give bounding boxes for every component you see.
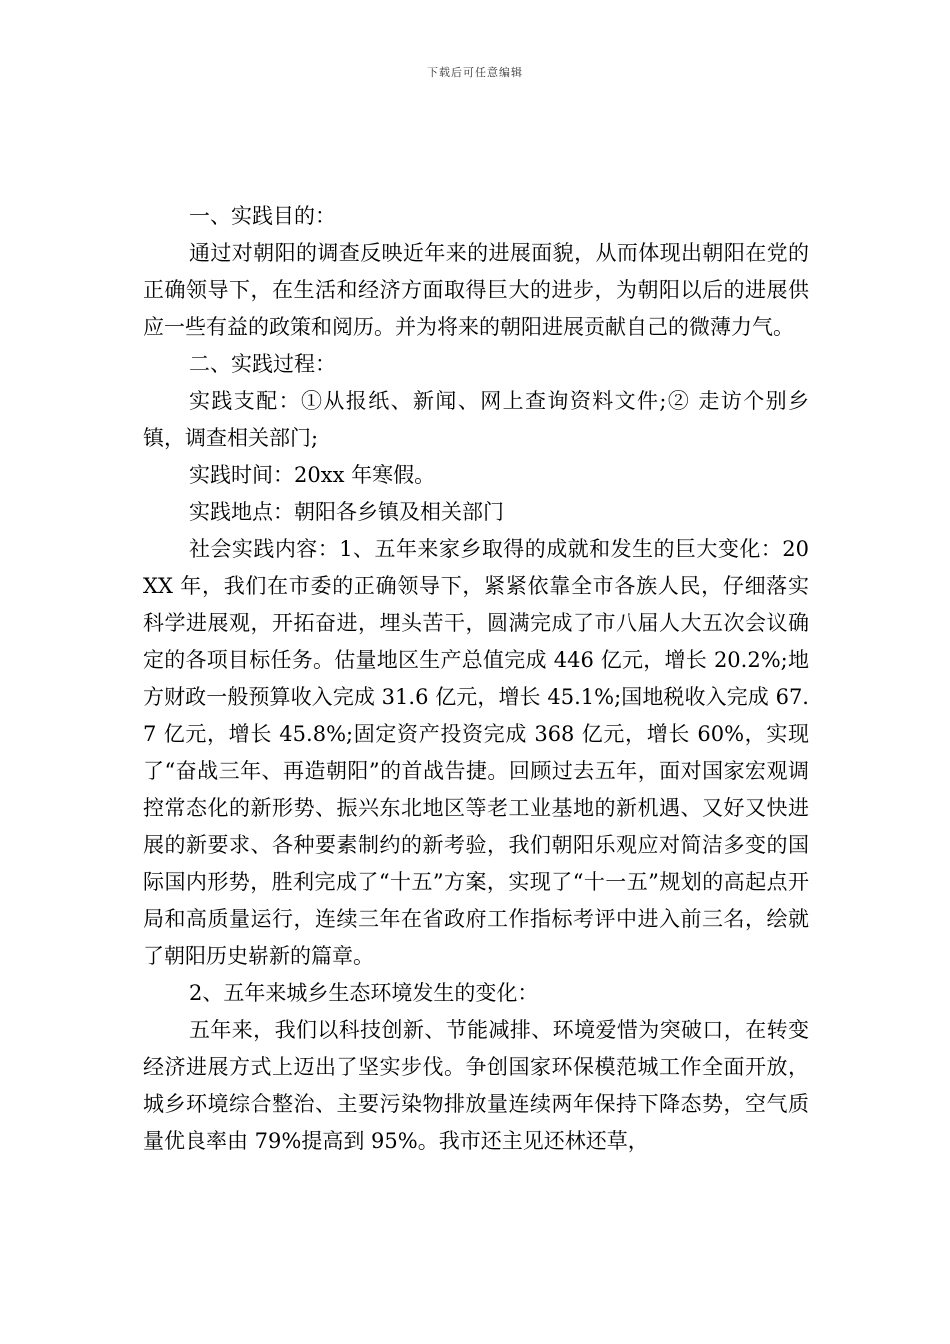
document-body: [143, 198, 809, 1160]
heading-ecology-changes: 2、五年来城乡生态环境发生的变化：: [189, 981, 539, 1005]
paragraph-practice-arrangement: 实践支配：①从报纸、新闻、网上查询资料文件;② 走访个别乡镇，调查相关部门;: [143, 389, 809, 450]
paragraph-purpose-text: 通过对朝阳的调查反映近年来的进展面貌，从而体现出朝阳在党的正确领导下，在生活和经济方面取得巨大的进步，为朝阳以后的进展供应一些有益的政策和阅历。并为将来的朝阳进展贡献自己的微薄力气。: [143, 241, 809, 339]
paragraph-ecology-text: 五年来，我们以科技创新、节能减排、环境爱惜为突破口，在转变经济进展方式上迈出了坚实步伐。争创国家环保模范城工作全面开放，城乡环境综合整治、主要污染物排放量连续两年保持下降态势，空气质量优良率由 79%提高到 95%。我市还主见还林还草，: [143, 1018, 809, 1153]
paragraph-practice-location: 实践地点：朝阳各乡镇及相关部门: [189, 500, 504, 524]
heading-practice-process: 二、实践过程：: [189, 352, 336, 376]
page-header: 下载后可任意编辑: [427, 66, 523, 79]
heading-practice-purpose: 一、实践目的：: [189, 204, 336, 228]
paragraph-practice-time: 实践时间：20xx 年寒假。: [189, 463, 436, 487]
paragraph-practice-content: 社会实践内容：1、五年来家乡取得的成就和发生的巨大变化：20XX 年，我们在市委的正确领导下，紧紧依靠全市各族人民，仔细落实科学进展观，开拓奋进，埋头苦干，圆满完成了市八届人大五次会议确定的各项目标任务。估量地区生产总值完成 446 亿元，增长 20.2%;地方财政一般预算收入完成 31.6 亿元，增长 45.1%;国地税收入完成 67.7 亿元，增长 45.8%;固定资产投资完成 368 亿元，增长 60%，实现了“奋战三年、再造朝阳”的首战告捷。回顾过去五年，面对国家宏观调控常态化的新形势、振兴东北地区等老工业基地的新机遇、又好又快进展的新要求、各种要素制约的新考验，我们朝阳乐观应对简洁多变的国际国内形势，胜利完成了“十五”方案，实现了“十一五”规划的高起点开局和高质量运行，连续三年在省政府工作指标考评中进入前三名，绘就了朝阳历史崭新的篇章。: [143, 537, 809, 968]
